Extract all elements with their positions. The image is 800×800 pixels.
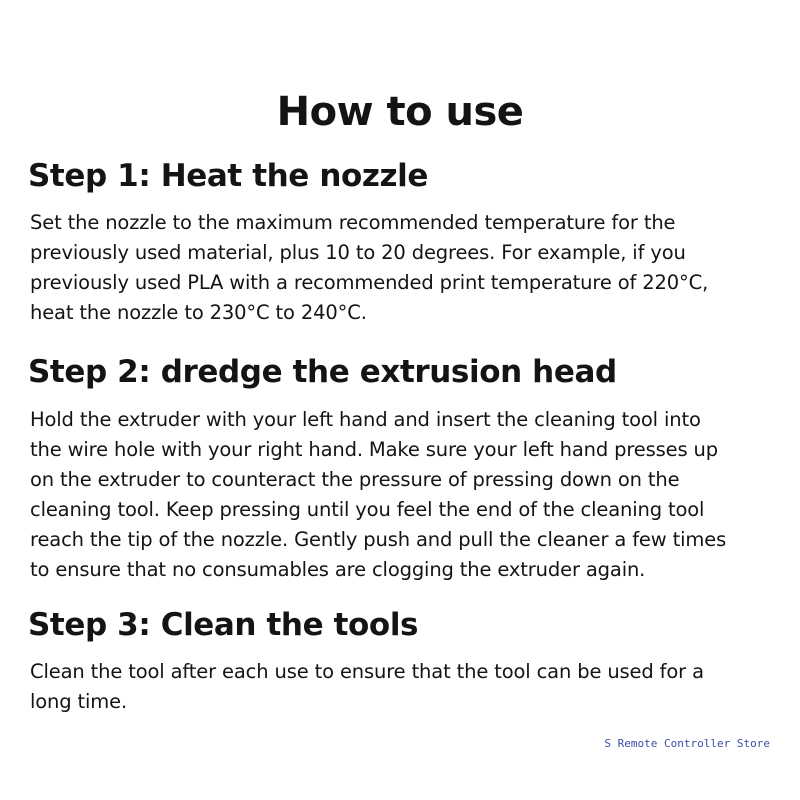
step-3-line: Clean the tool after each use to ensure that the tool can be used for a bbox=[30, 660, 704, 683]
step-2-line: the wire hole with your right hand. Make sure your left hand presses up bbox=[30, 438, 718, 461]
step-1-line: previously used PLA with a recommended print temperature of 220°C, bbox=[30, 271, 709, 294]
step-3-heading: Step 3: Clean the tools bbox=[28, 607, 419, 643]
store-watermark: S Remote Controller Store bbox=[604, 737, 770, 750]
step-1-heading: Step 1: Heat the nozzle bbox=[28, 158, 429, 194]
step-2-line: reach the tip of the nozzle. Gently push and pull the cleaner a few times bbox=[30, 528, 727, 551]
step-1-line: Set the nozzle to the maximum recommended temperature for the bbox=[30, 211, 676, 234]
step-2-heading: Step 2: dredge the extrusion head bbox=[28, 354, 617, 390]
step-1-line: previously used material, plus 10 to 20 degrees. For example, if you bbox=[30, 241, 686, 264]
step-2-line: to ensure that no consumables are clogging the extruder again. bbox=[30, 558, 646, 581]
step-2-line: cleaning tool. Keep pressing until you feel the end of the cleaning tool bbox=[30, 498, 705, 521]
step-2-body bbox=[30, 405, 730, 585]
step-1-body bbox=[30, 208, 730, 328]
step-2-line: on the extruder to counteract the pressure of pressing down on the bbox=[30, 468, 680, 491]
step-2-line: Hold the extruder with your left hand and insert the cleaning tool into bbox=[30, 408, 701, 431]
step-3-line: long time. bbox=[30, 690, 128, 713]
page-title: How to use bbox=[276, 89, 524, 135]
step-1-line: heat the nozzle to 230°C to 240°C. bbox=[30, 301, 367, 324]
step-3-body bbox=[30, 657, 730, 717]
